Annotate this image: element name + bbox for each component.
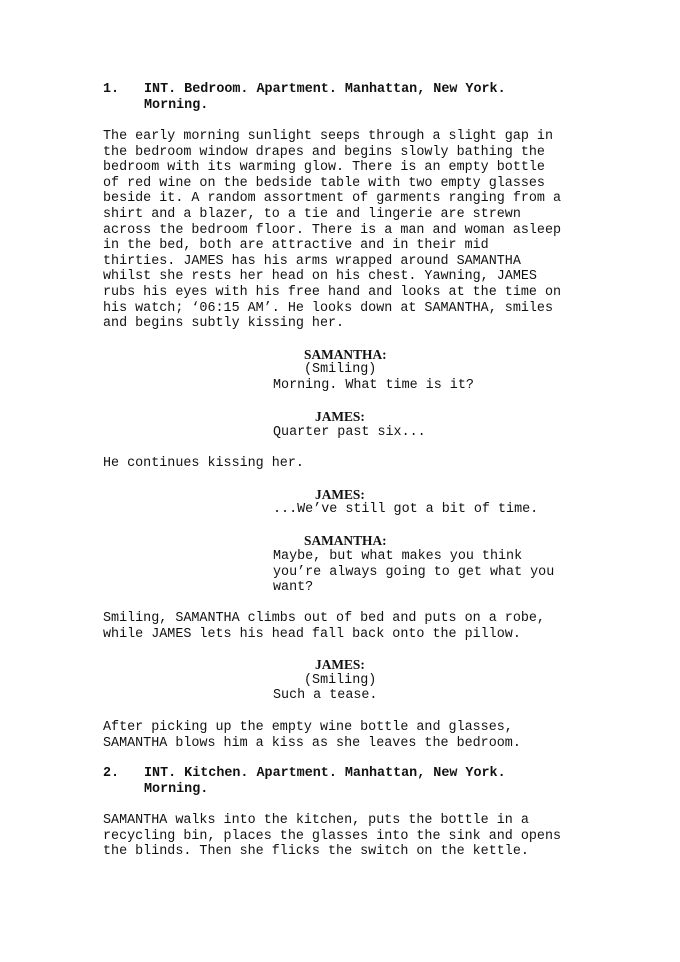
character-name: JAMES: bbox=[315, 487, 365, 502]
dialogue-line: Morning. What time is it? bbox=[273, 378, 474, 393]
scene-number: 2. bbox=[103, 766, 120, 781]
character-name: JAMES: bbox=[315, 657, 365, 672]
dialogue-line: Quarter past six... bbox=[273, 425, 426, 440]
dialogue-line: Such a tease. bbox=[273, 688, 378, 703]
dialogue-line: Maybe, but what makes you think you’re always going to get what you want? bbox=[273, 549, 555, 596]
action-paragraph: The early morning sunlight seeps through a slight gap in the bedroom window drapes and begins slowly bathing the bedroom with its warming glow. There is an empty bottle of red wine on the bedside table with two empty glasses beside it. A random assortment of garments ranging from a shirt and a blazer, to a tie and lingerie are strewn across the bedroom floor. There is a man and woman asleep in the bed, both are attractive and in their mid thirties. JAMES has his arms wrapped around SAMANTHA whilst she rests her head on his chest. Yawning, JAMES rubs his eyes with his free hand and looks at the time on his watch; ‘06:15 AM’. He looks down at SAMANTHA, smiles and begins subtly kissing her. bbox=[103, 129, 562, 332]
scene-number: 1. bbox=[103, 82, 120, 97]
dialogue-line: ...We’ve still got a bit of time. bbox=[273, 502, 539, 517]
scene-heading-text: INT. Bedroom. Apartment. Manhattan, New York. Morning. bbox=[144, 82, 506, 113]
action-paragraph: After picking up the empty wine bottle and glasses, SAMANTHA blows him a kiss as she leaves the bedroom. bbox=[103, 720, 521, 751]
action-paragraph: He continues kissing her. bbox=[103, 456, 304, 471]
action-paragraph: Smiling, SAMANTHA climbs out of bed and puts on a robe, while JAMES lets his head fall back onto the pillow. bbox=[103, 611, 545, 642]
action-paragraph: SAMANTHA walks into the kitchen, puts the bottle in a recycling bin, places the glasses into the sink and opens the blinds. Then she flicks the switch on the kettle. bbox=[103, 813, 562, 860]
character-name: JAMES: bbox=[315, 409, 365, 424]
parenthetical: (Smiling) bbox=[304, 673, 377, 688]
character-name: SAMANTHA: bbox=[304, 347, 387, 362]
parenthetical: (Smiling) bbox=[304, 362, 377, 377]
character-name: SAMANTHA: bbox=[304, 533, 387, 548]
scene-heading-text: INT. Kitchen. Apartment. Manhattan, New York. Morning. bbox=[144, 766, 506, 797]
